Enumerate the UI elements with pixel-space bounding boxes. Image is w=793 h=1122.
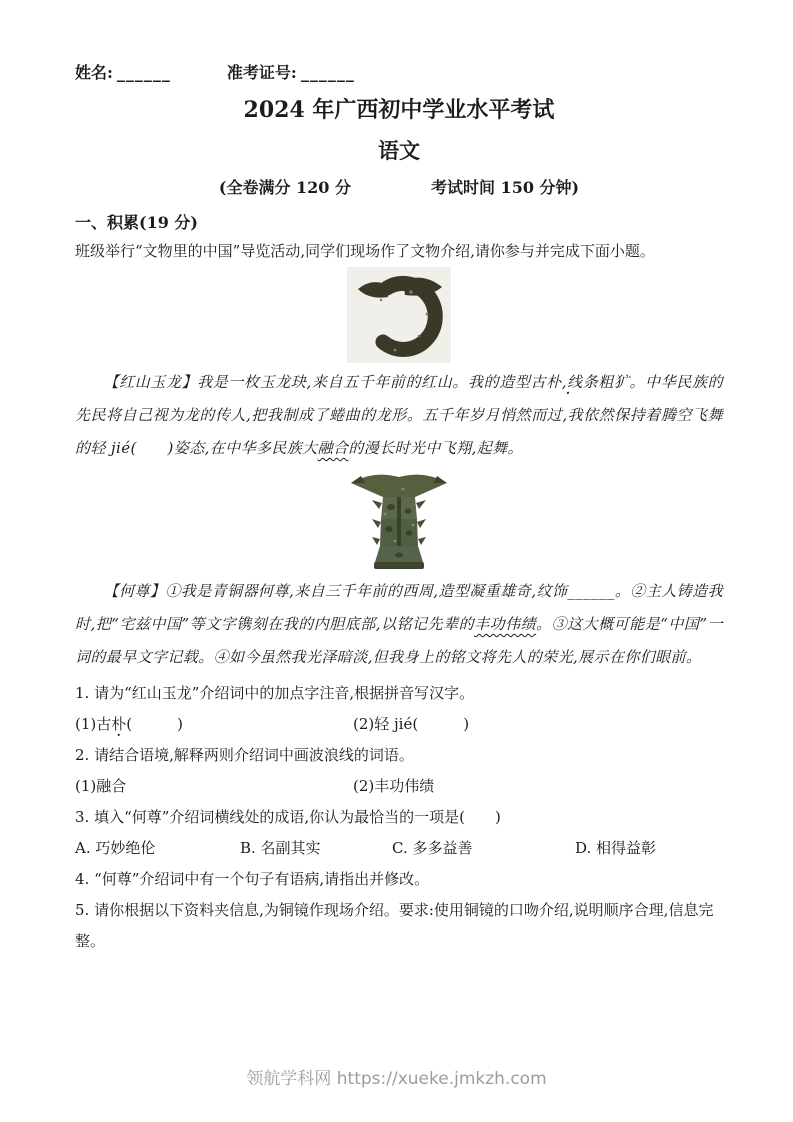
watermark-footer: 领航学科网 https://xueke.jmkzh.com — [246, 1069, 547, 1089]
question-1: 1. 请为“红山玉龙”介绍词中的加点字注音,根据拼音写汉字。 — [75, 684, 475, 702]
q3-option-d[interactable]: D. 相得益彰 — [575, 839, 657, 857]
q3-option-c[interactable]: C. 多多益善 — [392, 839, 473, 857]
q1-item-2[interactable]: (2)轻 jié( ) — [353, 715, 470, 733]
q1-item-1-pre: (1)古 — [75, 715, 112, 733]
hongshan-text-2: ,线条粗犷。中华民族的先民将自己视为龙的传人,把我制成了蜷曲的龙形。五千年岁月悄然而过,我依然保持着腾空飞舞的轻 jié( )姿态,在中华多民族大 — [75, 373, 724, 457]
hongshan-wavy-word: 融合 — [317, 439, 349, 457]
question-3: 3. 填入“何尊”介绍词横线处的成语,你认为最恰当的一项是( ) — [75, 808, 501, 826]
name-blank[interactable]: ______ — [116, 63, 171, 82]
exam-number-blank[interactable]: ______ — [300, 63, 355, 82]
questions-block — [75, 678, 723, 957]
hezun-blank-line: ______ — [567, 582, 615, 600]
hezun-bronze-vessel-image — [347, 467, 451, 573]
question-2: 2. 请结合语境,解释两则介绍词中画波浪线的词语。 — [75, 746, 414, 764]
name-label: 姓名: — [75, 63, 113, 82]
hongshan-text-1: 【红山玉龙】我是一枚玉龙玦,来自五千年前的红山。我的造型古 — [103, 373, 547, 391]
question-2-answer-row — [75, 771, 723, 802]
candidate-fields — [75, 60, 723, 82]
q3-option-b[interactable]: B. 名副其实 — [240, 839, 321, 857]
q3-option-a[interactable]: A. 巧妙绝伦 — [75, 839, 156, 857]
exam-title: 2024 年广西初中学业水平考试 — [243, 97, 555, 123]
q1-item-1-dotted-char: 朴 — [111, 715, 127, 733]
section-1-heading: 一、积累(19 分) — [75, 213, 198, 232]
exam-info-line: (全卷满分 120 分 考试时间 150 分钟) — [218, 178, 580, 197]
hongshan-dotted-char: 朴 — [546, 373, 562, 391]
exam-number-label: 准考证号: — [226, 63, 297, 82]
jade-dragon-illustration — [343, 266, 455, 364]
bronze-vessel-illustration — [347, 467, 451, 573]
section-intro-text: 班级举行“文物里的中国”导览活动,同学们现场作了文物介绍,请你参与并完成下面小题。 — [75, 242, 655, 260]
paragraph-hongshan-yulong — [75, 366, 723, 465]
q1-item-1-paren-blank[interactable]: ( ) — [126, 715, 183, 733]
hezun-text-2: 。②主人铸造我时,把“宅兹中国”等文字镌刻在我的内胆底部,以铭记先辈的 — [75, 582, 723, 633]
q2-item-2: (2)丰功伟绩 — [353, 777, 435, 795]
paragraph-hezun — [75, 575, 723, 674]
question-3-options-row — [75, 833, 723, 864]
q2-item-1: (1)融合 — [75, 777, 127, 795]
q1-item-1 — [75, 709, 353, 740]
question-1-answer-row — [75, 709, 723, 740]
hezun-text-1: 【何尊】①我是青铜器何尊,来自三千年前的西周,造型凝重雄奇,纹饰 — [103, 582, 568, 600]
question-4: 4. “何尊”介绍词中有一个句子有语病,请指出并修改。 — [75, 870, 430, 888]
hezun-wavy-word: 丰功伟绩 — [474, 615, 537, 633]
subject-title: 语文 — [378, 138, 420, 163]
hezun-text-3: 。③这大概可能是“中国”一词的最早文字记载。④如今虽然我光泽暗淡,但我身上的铭文将先人的荣光,展示在你们眼前。 — [75, 615, 723, 666]
hongshan-jade-dragon-image — [343, 266, 455, 364]
hongshan-text-3: 的漫长时光中飞翔,起舞。 — [348, 439, 523, 457]
question-5: 5. 请你根据以下资料夹信息,为铜镜作现场介绍。要求:使用铜镜的口吻介绍,说明顺序合理,信息完整。 — [75, 901, 714, 950]
